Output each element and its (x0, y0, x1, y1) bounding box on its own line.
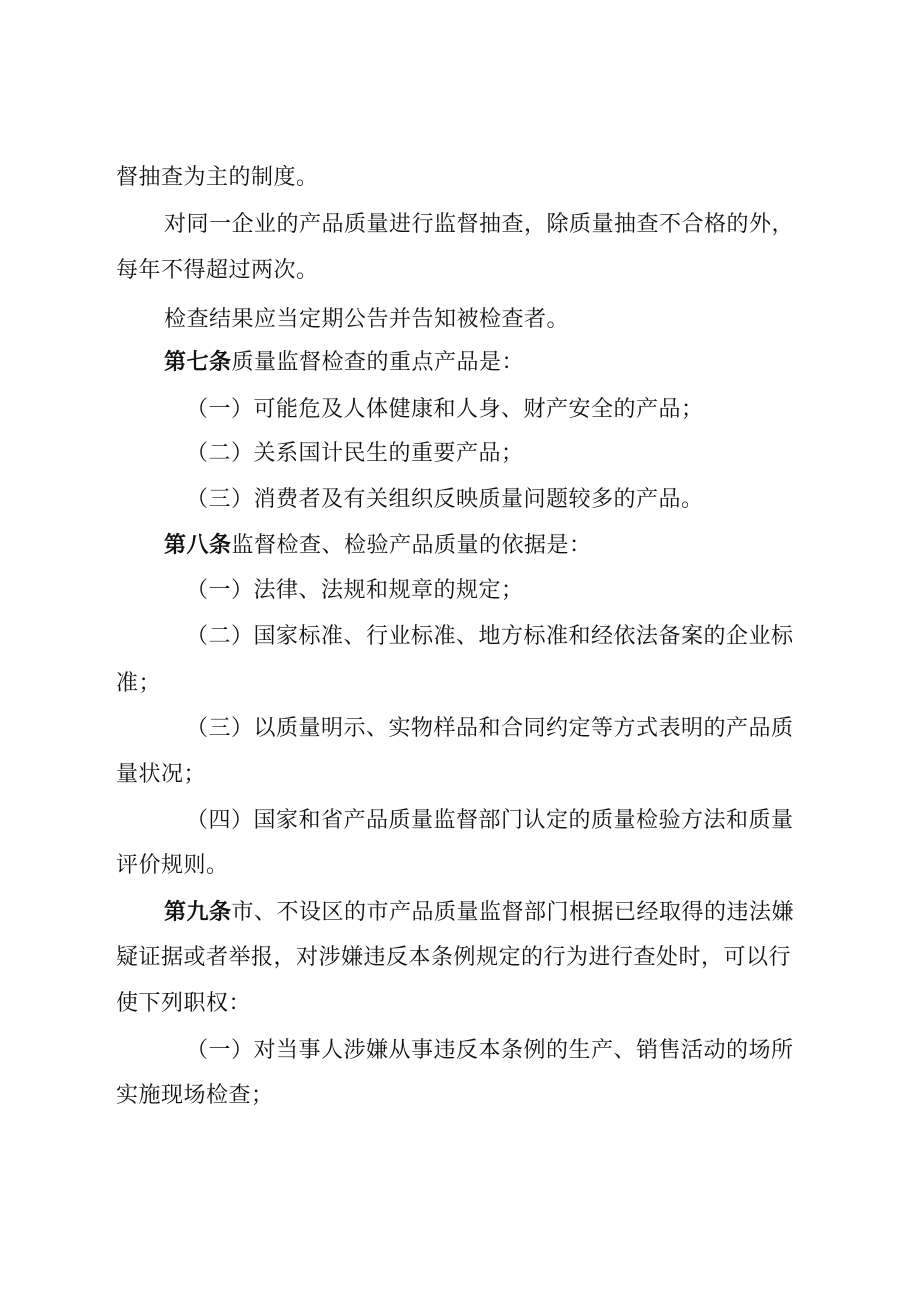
list-item: （一）可能危及人体健康和人身、财产安全的产品； (186, 397, 704, 422)
list-item-continuation: 实施现场检查； (116, 1083, 274, 1108)
paragraph-line: 对同一企业的产品质量进行监督抽查，除质量抽查不合格的外， (164, 212, 795, 237)
article-9-heading (164, 900, 794, 926)
list-item-continuation: 量状况； (116, 762, 207, 787)
paragraph-line: 疑证据或者举报，对涉嫌违反本条例规定的行为进行查处时，可以行 (116, 945, 792, 970)
article-text: 质量监督检查的重点产品是： (231, 350, 525, 375)
paragraph-line: 每年不得超过两次。 (116, 258, 319, 283)
list-item: （三）消费者及有关组织反映质量问题较多的产品。 (186, 487, 704, 512)
paragraph-line: 使下列职权： (116, 991, 252, 1016)
list-item: （一）对当事人涉嫌从事违反本条例的生产、销售活动的场所 (186, 1038, 794, 1063)
list-item: （二）关系国计民生的重要产品； (186, 441, 524, 466)
paragraph-line: 督抽查为主的制度。 (116, 165, 319, 190)
list-item: （二）国家标准、行业标准、地方标准和经依法备案的企业标 (186, 624, 794, 649)
list-item-continuation: 评价规则。 (116, 853, 229, 878)
paragraph-line: 检查结果应当定期公告并告知被检查者。 (164, 307, 570, 332)
article-label: 第九条 (164, 900, 232, 925)
article-8-heading (164, 533, 592, 559)
list-item: （三）以质量明示、实物样品和合同约定等方式表明的产品质 (186, 716, 794, 741)
article-label: 第八条 (164, 533, 232, 558)
article-text: 监督检查、检验产品质量的依据是： (231, 533, 592, 558)
list-item: （一）法律、法规和规章的规定； (186, 578, 524, 603)
article-7-heading (164, 350, 524, 376)
article-label: 第七条 (164, 350, 232, 375)
list-item: （四）国家和省产品质量监督部门认定的质量检验方法和质量 (186, 808, 794, 833)
article-text: 市、不设区的市产品质量监督部门根据已经取得的违法嫌 (231, 900, 795, 925)
list-item-continuation: 准； (116, 671, 162, 696)
